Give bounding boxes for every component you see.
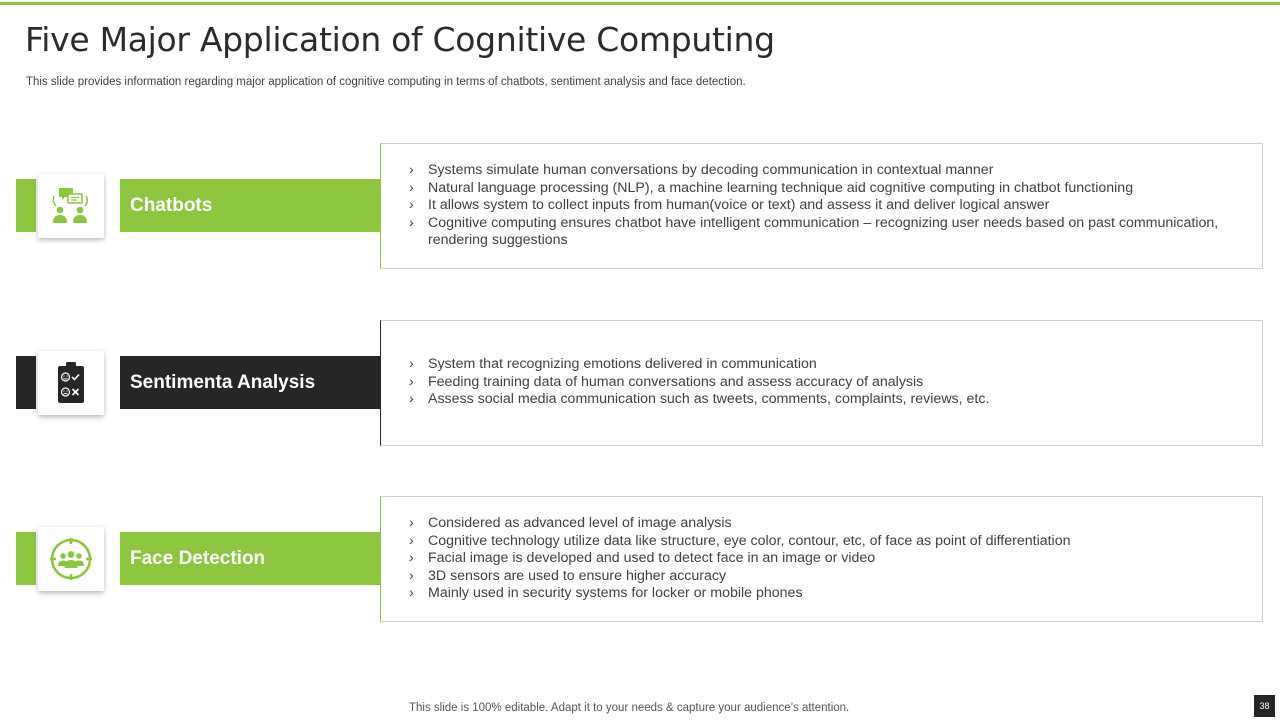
section-sentiment-analysis: [0, 320, 1280, 450]
bullet-item: › It allows system to collect inputs from human(voice or text) and assess it and deliver logical answer: [409, 197, 1050, 214]
page-number: 38: [1254, 695, 1275, 717]
bullet-item: › System that recognizing emotions delivered in communication: [409, 356, 817, 372]
bullet-item: › Feeding training data of human conversations and assess accuracy of analysis: [409, 373, 924, 390]
bullet-list: [409, 515, 1242, 603]
section-label: Sentimenta Analysis: [130, 372, 316, 393]
chevron-right-icon: ›: [409, 356, 414, 372]
bullet-item: › Natural language processing (NLP), a machine learning technique aid cognitive computing in chatbot functioning: [409, 179, 1134, 196]
chevron-right-icon: ›: [409, 515, 414, 531]
top-accent-rule: [0, 2, 1280, 5]
chevron-right-icon: ›: [409, 197, 414, 214]
chatbots-details-box: [380, 143, 1263, 269]
bullet-item: › Mainly used in security systems for locker or mobile phones: [409, 585, 803, 602]
bullet-item: › Assess social media communication such as tweets, comments, complaints, reviews, etc.: [409, 391, 990, 408]
chevron-right-icon: ›: [409, 373, 414, 390]
section-chatbots: [0, 143, 1280, 273]
chevron-right-icon: ›: [409, 567, 414, 584]
chevron-right-icon: ›: [409, 162, 414, 178]
slide-footer-note: This slide is 100% editable. Adapt it to your needs & capture your audience’s attention.: [409, 702, 850, 714]
bullet-list: [409, 162, 1242, 250]
label-stub: [16, 179, 36, 232]
sentiment-clipboard-icon: [38, 351, 104, 415]
section-label: Face Detection: [130, 548, 266, 569]
chevron-right-icon: ›: [409, 179, 414, 196]
bullet-list: [409, 356, 1242, 409]
bullet-item: › Cognitive technology utilize data like structure, eye color, contour, etc, of face as point of differentiation: [409, 532, 1071, 549]
bullet-item: › Cognitive computing ensures chatbot have intelligent communication – recognizing user needs based on past communication, rendering suggestions: [409, 214, 1219, 249]
bullet-item: › 3D sensors are used to ensure higher accuracy: [409, 567, 727, 584]
label-stub: [16, 356, 36, 409]
section-label: Chatbots: [130, 195, 213, 216]
face-detection-details-box: [380, 496, 1263, 622]
sentiment-details-box: [380, 320, 1263, 446]
chevron-right-icon: ›: [409, 585, 414, 602]
face-detection-icon: [38, 527, 104, 591]
chevron-right-icon: ›: [409, 214, 414, 231]
slide-subtitle: This slide provides information regarding major application of cognitive computing in terms of chatbots, sentiment analysis and face detection.: [26, 76, 746, 88]
chatbot-icon: [38, 174, 104, 238]
chevron-right-icon: ›: [409, 550, 414, 567]
chevron-right-icon: ›: [409, 391, 414, 408]
bullet-item: › Systems simulate human conversations by decoding communication in contextual manner: [409, 162, 994, 178]
chevron-right-icon: ›: [409, 532, 414, 549]
label-stub: [16, 532, 36, 585]
section-face-detection: [0, 496, 1280, 626]
bullet-item: › Considered as advanced level of image analysis: [409, 515, 732, 531]
bullet-item: › Facial image is developed and used to detect face in an image or video: [409, 550, 876, 567]
slide-title: Five Major Application of Cognitive Computing: [25, 20, 775, 59]
